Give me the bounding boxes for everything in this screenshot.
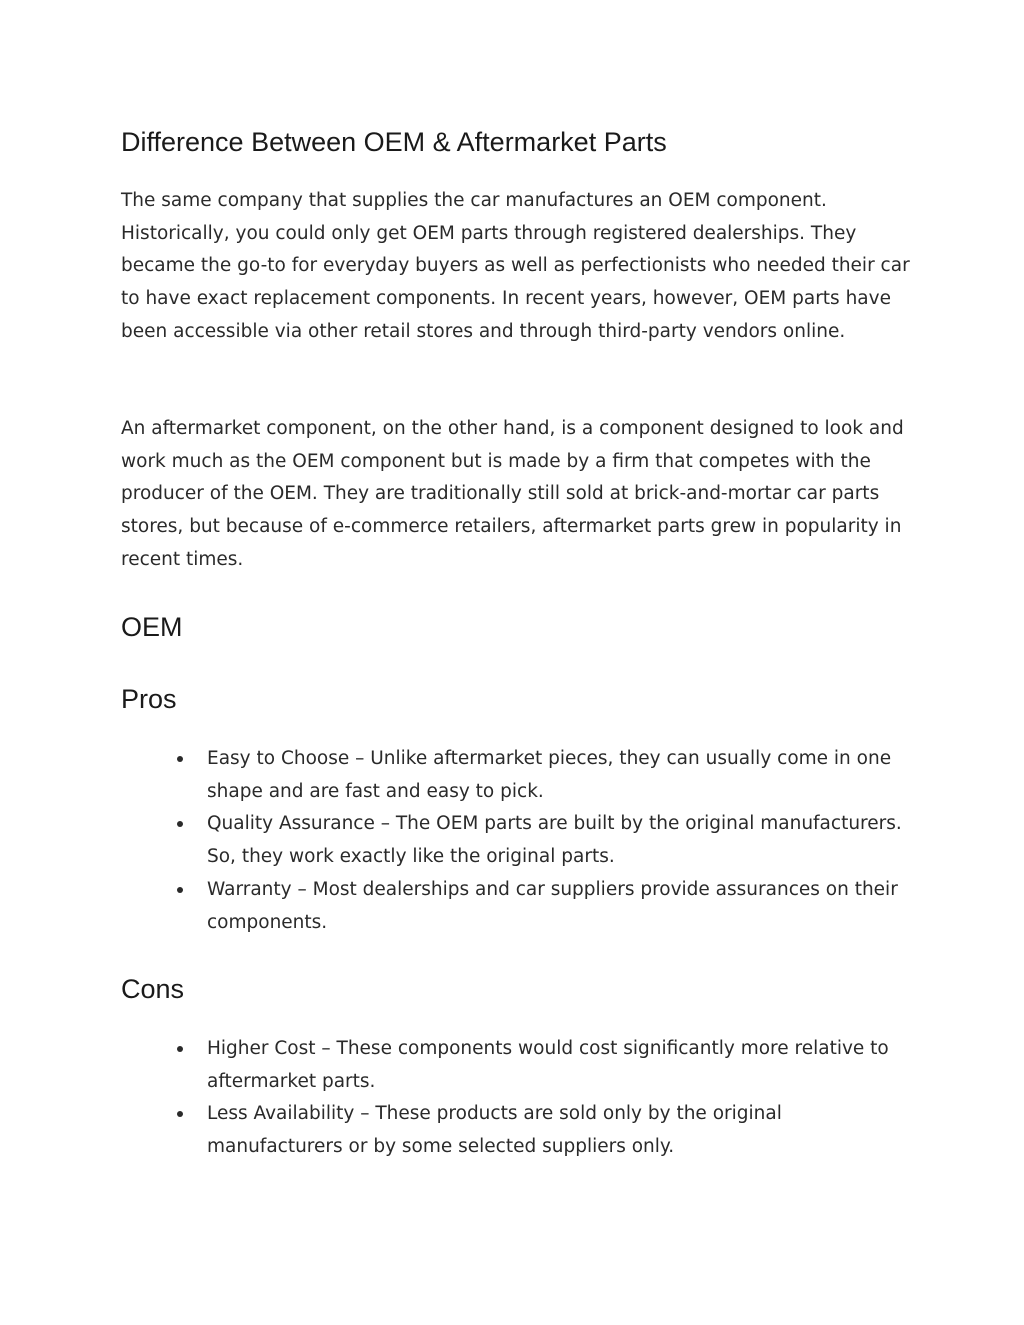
pros-heading: Pros	[121, 684, 177, 714]
list-item	[121, 874, 911, 939]
aftermarket-paragraph: An aftermarket component, on the other hand, is a component designed to look and work much as the OEM component but is made by a firm that competes with the producer of the OEM. They are traditionally still sold at brick-and-mortar car parts stores, but because of e-commerce retailers, aftermarket parts grew in popularity in recent times.	[121, 418, 904, 570]
pros-list	[121, 743, 911, 939]
list-item-text: Easy to Choose – Unlike aftermarket pieces, they can usually come in one shape and are fast and easy to pick.	[207, 748, 892, 802]
bullet-icon	[177, 887, 183, 893]
document-title: Difference Between OEM & Aftermarket Parts	[121, 127, 667, 157]
bullet-icon	[177, 821, 183, 827]
list-item-text: Quality Assurance – The OEM parts are built by the original manufacturers. So, they work exactly like the original parts.	[207, 813, 902, 868]
list-item	[121, 808, 911, 873]
bullet-icon	[177, 1111, 183, 1117]
list-item-text: Warranty – Most dealerships and car suppliers provide assurances on their components.	[207, 878, 898, 933]
list-item	[121, 1098, 911, 1163]
bullet-icon	[177, 1046, 183, 1052]
oem-heading: OEM	[121, 612, 183, 642]
cons-list	[121, 1033, 911, 1164]
list-item-text: Higher Cost – These components would cost significantly more relative to aftermarket parts.	[207, 1038, 889, 1092]
cons-heading: Cons	[121, 974, 185, 1004]
list-item-text: Less Availability – These products are sold only by the original manufacturers or by some selected suppliers only.	[207, 1103, 782, 1158]
bullet-icon	[177, 756, 183, 762]
list-item	[121, 743, 911, 808]
list-item	[121, 1033, 911, 1098]
intro-paragraph: The same company that supplies the car manufactures an OEM component. Historically, you could only get OEM parts through registered dealerships. They became the go-to for everyday buyers as well as perfectionists who needed their car to have exact replacement components. In recent years, however, OEM parts have been accessible via other retail stores and through third-party vendors online.	[121, 190, 910, 342]
